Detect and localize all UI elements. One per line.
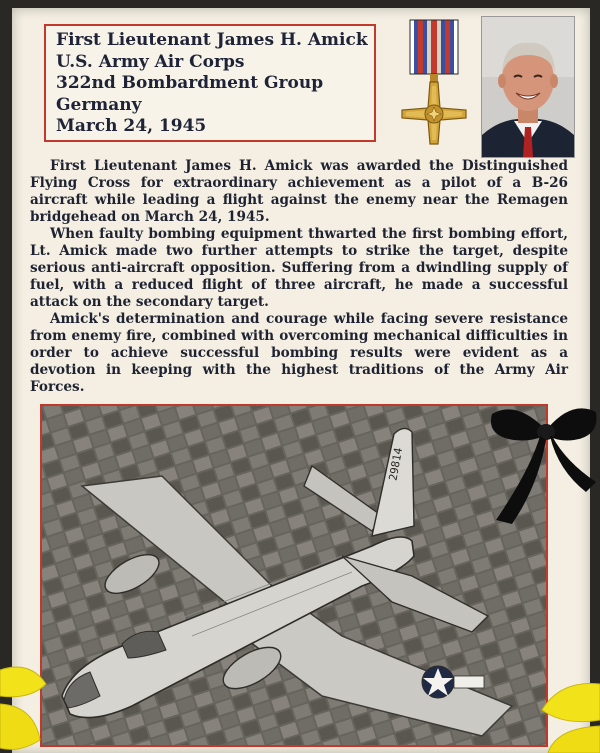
tail-number: 29814	[386, 446, 406, 482]
citation-paragraph-2: When faulty bombing equipment thwarted the first bombing effort, Lt. Amick made two further attempts to strike the target, despite serious anti-aircraft opposition. Suffering from a dwindling supply of fuel, with a reduced flight of three aircraft, he made a successful attack on the secondary target.	[30, 226, 568, 310]
title-branch: U.S. Army Air Corps	[56, 51, 245, 72]
portrait-image	[482, 17, 574, 157]
black-ribbon-icon	[486, 400, 600, 530]
portrait-photo	[481, 16, 575, 158]
title-name: First Lieutenant James H. Amick	[56, 30, 368, 50]
title-date: March 24, 1945	[56, 116, 207, 136]
citation-text	[30, 158, 568, 396]
yellow-ribbon-icon-right	[520, 676, 600, 753]
citation-paragraph-1: First Lieutenant James H. Amick was awarded the Distinguished Flying Cross for extraordinary achievement as a pilot of a B-26 aircraft while leading a flight against the enemy near the Remagen bridgehead on March 24, 1945.	[30, 158, 568, 225]
title-location: Germany	[56, 94, 142, 115]
yellow-ribbon-icon	[0, 660, 60, 753]
b26-aircraft-image	[42, 406, 546, 745]
distinguished-flying-cross-medal-icon	[398, 18, 472, 146]
title-group: 322nd Bombardment Group	[56, 73, 324, 93]
title-box	[44, 24, 376, 142]
aircraft-photo	[40, 404, 548, 747]
citation-paragraph-3: Amick's determination and courage while facing severe resistance from enemy fire, combined with overcoming mechanical difficulties in order to achieve successful bombing results were evident as a devotion in keeping with the highest traditions of the Army Air Forces.	[30, 311, 568, 395]
